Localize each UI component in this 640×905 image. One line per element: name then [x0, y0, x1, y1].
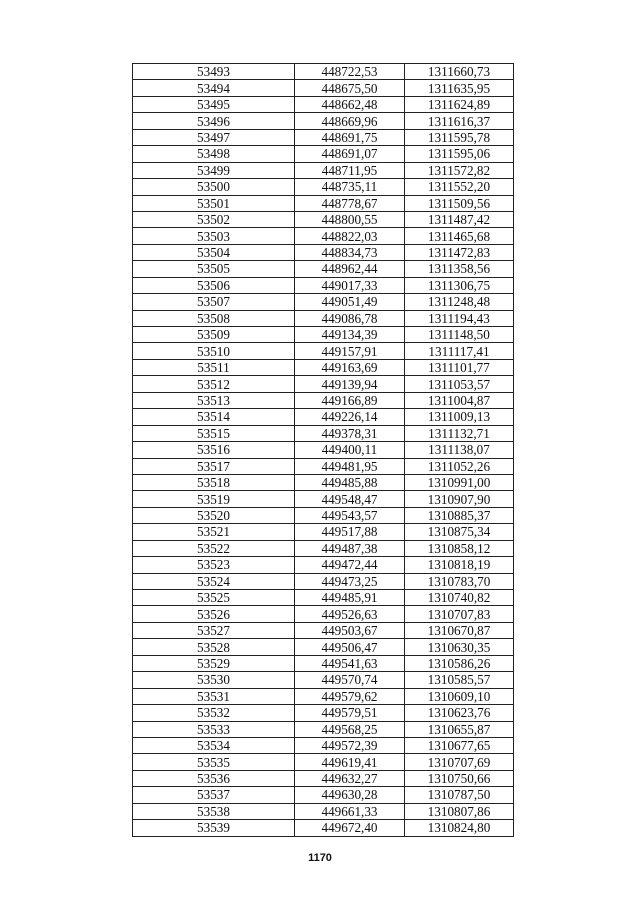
table-row: [133, 343, 514, 359]
table-row: [133, 672, 514, 688]
point-number-cell: 53512: [133, 376, 295, 392]
point-number-cell: 53502: [133, 211, 295, 227]
x-coordinate-cell: 449579,51: [295, 705, 405, 721]
y-coordinate-cell: 1311052,26: [405, 458, 514, 474]
x-coordinate-cell: 449487,38: [295, 540, 405, 556]
point-number-cell: 53526: [133, 606, 295, 622]
y-coordinate-cell: 1310824,80: [405, 820, 514, 836]
x-coordinate-cell: 449017,33: [295, 277, 405, 293]
x-coordinate-cell: 449568,25: [295, 721, 405, 737]
y-coordinate-cell: 1310858,12: [405, 540, 514, 556]
point-number-cell: 53529: [133, 655, 295, 671]
point-number-cell: 53530: [133, 672, 295, 688]
y-coordinate-cell: 1311194,43: [405, 310, 514, 326]
y-coordinate-cell: 1311004,87: [405, 392, 514, 408]
table-row: [133, 787, 514, 803]
x-coordinate-cell: 449632,27: [295, 770, 405, 786]
x-coordinate-cell: 449134,39: [295, 327, 405, 343]
x-coordinate-cell: 448662,48: [295, 96, 405, 112]
table-row: [133, 244, 514, 260]
y-coordinate-cell: 1310670,87: [405, 622, 514, 638]
x-coordinate-cell: 448691,75: [295, 129, 405, 145]
table-row: [133, 442, 514, 458]
x-coordinate-cell: 449541,63: [295, 655, 405, 671]
x-coordinate-cell: 448834,73: [295, 244, 405, 260]
y-coordinate-cell: 1311009,13: [405, 409, 514, 425]
point-number-cell: 53531: [133, 688, 295, 704]
point-number-cell: 53523: [133, 557, 295, 573]
table-row: [133, 327, 514, 343]
x-coordinate-cell: 448962,44: [295, 261, 405, 277]
point-number-cell: 53527: [133, 622, 295, 638]
table-row: [133, 754, 514, 770]
y-coordinate-cell: 1311595,78: [405, 129, 514, 145]
x-coordinate-cell: 449503,67: [295, 622, 405, 638]
table-row: [133, 474, 514, 490]
table-row: [133, 80, 514, 96]
x-coordinate-cell: 449619,41: [295, 754, 405, 770]
point-number-cell: 53524: [133, 573, 295, 589]
x-coordinate-cell: 449506,47: [295, 639, 405, 655]
y-coordinate-cell: 1310586,26: [405, 655, 514, 671]
x-coordinate-cell: 448669,96: [295, 113, 405, 129]
x-coordinate-cell: 449548,47: [295, 491, 405, 507]
x-coordinate-cell: 449472,44: [295, 557, 405, 573]
point-number-cell: 53497: [133, 129, 295, 145]
y-coordinate-cell: 1310885,37: [405, 507, 514, 523]
y-coordinate-cell: 1311248,48: [405, 294, 514, 310]
table-row: [133, 557, 514, 573]
y-coordinate-cell: 1310750,66: [405, 770, 514, 786]
table-row: [133, 277, 514, 293]
y-coordinate-cell: 1310783,70: [405, 573, 514, 589]
y-coordinate-cell: 1311358,56: [405, 261, 514, 277]
point-number-cell: 53534: [133, 737, 295, 753]
table-row: [133, 425, 514, 441]
y-coordinate-cell: 1310807,86: [405, 803, 514, 819]
point-number-cell: 53498: [133, 146, 295, 162]
point-number-cell: 53513: [133, 392, 295, 408]
y-coordinate-cell: 1311635,95: [405, 80, 514, 96]
y-coordinate-cell: 1311465,68: [405, 228, 514, 244]
x-coordinate-cell: 449630,28: [295, 787, 405, 803]
x-coordinate-cell: 448735,11: [295, 179, 405, 195]
point-number-cell: 53537: [133, 787, 295, 803]
y-coordinate-cell: 1311616,37: [405, 113, 514, 129]
y-coordinate-cell: 1310707,69: [405, 754, 514, 770]
table-row: [133, 228, 514, 244]
x-coordinate-cell: 448711,95: [295, 162, 405, 178]
y-coordinate-cell: 1310875,34: [405, 524, 514, 540]
x-coordinate-cell: 448675,50: [295, 80, 405, 96]
point-number-cell: 53510: [133, 343, 295, 359]
y-coordinate-cell: 1310907,90: [405, 491, 514, 507]
table-row: [133, 458, 514, 474]
x-coordinate-cell: 449672,40: [295, 820, 405, 836]
x-coordinate-cell: 449526,63: [295, 606, 405, 622]
y-coordinate-cell: 1311487,42: [405, 211, 514, 227]
point-number-cell: 53515: [133, 425, 295, 441]
point-number-cell: 53501: [133, 195, 295, 211]
table-row: [133, 113, 514, 129]
y-coordinate-cell: 1310991,00: [405, 474, 514, 490]
point-number-cell: 53511: [133, 359, 295, 375]
y-coordinate-cell: 1311660,73: [405, 64, 514, 80]
y-coordinate-cell: 1310609,10: [405, 688, 514, 704]
y-coordinate-cell: 1311472,83: [405, 244, 514, 260]
table-row: [133, 491, 514, 507]
x-coordinate-cell: 449400,11: [295, 442, 405, 458]
table-row: [133, 590, 514, 606]
point-number-cell: 53500: [133, 179, 295, 195]
table-row: [133, 179, 514, 195]
point-number-cell: 53536: [133, 770, 295, 786]
point-number-cell: 53507: [133, 294, 295, 310]
table-row: [133, 310, 514, 326]
y-coordinate-cell: 1311117,41: [405, 343, 514, 359]
y-coordinate-cell: 1310787,50: [405, 787, 514, 803]
x-coordinate-cell: 448722,53: [295, 64, 405, 80]
point-number-cell: 53499: [133, 162, 295, 178]
point-number-cell: 53516: [133, 442, 295, 458]
x-coordinate-cell: 449163,69: [295, 359, 405, 375]
table-row: [133, 705, 514, 721]
x-coordinate-cell: 449086,78: [295, 310, 405, 326]
point-number-cell: 53506: [133, 277, 295, 293]
x-coordinate-cell: 449473,25: [295, 573, 405, 589]
y-coordinate-cell: 1310585,57: [405, 672, 514, 688]
y-coordinate-cell: 1310818,19: [405, 557, 514, 573]
table-row: [133, 146, 514, 162]
table-row: [133, 622, 514, 638]
point-number-cell: 53504: [133, 244, 295, 260]
point-number-cell: 53521: [133, 524, 295, 540]
x-coordinate-cell: 449485,91: [295, 590, 405, 606]
y-coordinate-cell: 1310677,65: [405, 737, 514, 753]
y-coordinate-cell: 1311101,77: [405, 359, 514, 375]
x-coordinate-cell: 448822,03: [295, 228, 405, 244]
table-row: [133, 129, 514, 145]
table-row: [133, 294, 514, 310]
y-coordinate-cell: 1311132,71: [405, 425, 514, 441]
table-row: [133, 524, 514, 540]
point-number-cell: 53505: [133, 261, 295, 277]
y-coordinate-cell: 1310655,87: [405, 721, 514, 737]
x-coordinate-cell: 449517,88: [295, 524, 405, 540]
point-number-cell: 53493: [133, 64, 295, 80]
table-row: [133, 655, 514, 671]
y-coordinate-cell: 1310630,35: [405, 639, 514, 655]
table-row: [133, 688, 514, 704]
x-coordinate-cell: 448800,55: [295, 211, 405, 227]
x-coordinate-cell: 449570,74: [295, 672, 405, 688]
point-number-cell: 53539: [133, 820, 295, 836]
coordinate-table: [132, 63, 514, 837]
table-row: [133, 261, 514, 277]
table-row: [133, 195, 514, 211]
table-row: [133, 721, 514, 737]
y-coordinate-cell: 1311595,06: [405, 146, 514, 162]
table-row: [133, 573, 514, 589]
table-row: [133, 64, 514, 80]
table-row: [133, 359, 514, 375]
x-coordinate-cell: 449481,95: [295, 458, 405, 474]
point-number-cell: 53519: [133, 491, 295, 507]
y-coordinate-cell: 1311624,89: [405, 96, 514, 112]
table-row: [133, 770, 514, 786]
table-row: [133, 211, 514, 227]
y-coordinate-cell: 1310740,82: [405, 590, 514, 606]
y-coordinate-cell: 1311306,75: [405, 277, 514, 293]
table-row: [133, 540, 514, 556]
y-coordinate-cell: 1310623,76: [405, 705, 514, 721]
x-coordinate-cell: 449139,94: [295, 376, 405, 392]
point-number-cell: 53494: [133, 80, 295, 96]
table-row: [133, 376, 514, 392]
page-number: 1170: [308, 852, 332, 864]
point-number-cell: 53520: [133, 507, 295, 523]
point-number-cell: 53535: [133, 754, 295, 770]
table-row: [133, 507, 514, 523]
table-row: [133, 639, 514, 655]
point-number-cell: 53517: [133, 458, 295, 474]
x-coordinate-cell: 449051,49: [295, 294, 405, 310]
y-coordinate-cell: 1311572,82: [405, 162, 514, 178]
point-number-cell: 53509: [133, 327, 295, 343]
y-coordinate-cell: 1311138,07: [405, 442, 514, 458]
x-coordinate-cell: 449579,62: [295, 688, 405, 704]
x-coordinate-cell: 448691,07: [295, 146, 405, 162]
table-row: [133, 162, 514, 178]
point-number-cell: 53528: [133, 639, 295, 655]
point-number-cell: 53496: [133, 113, 295, 129]
y-coordinate-cell: 1311509,56: [405, 195, 514, 211]
table-body: [133, 64, 514, 837]
x-coordinate-cell: 449661,33: [295, 803, 405, 819]
x-coordinate-cell: 449485,88: [295, 474, 405, 490]
point-number-cell: 53538: [133, 803, 295, 819]
table-row: [133, 96, 514, 112]
table-row: [133, 803, 514, 819]
point-number-cell: 53503: [133, 228, 295, 244]
table-row: [133, 820, 514, 836]
table-row: [133, 737, 514, 753]
point-number-cell: 53525: [133, 590, 295, 606]
y-coordinate-cell: 1311552,20: [405, 179, 514, 195]
point-number-cell: 53522: [133, 540, 295, 556]
point-number-cell: 53508: [133, 310, 295, 326]
x-coordinate-cell: 449226,14: [295, 409, 405, 425]
point-number-cell: 53533: [133, 721, 295, 737]
point-number-cell: 53495: [133, 96, 295, 112]
y-coordinate-cell: 1311148,50: [405, 327, 514, 343]
y-coordinate-cell: 1310707,83: [405, 606, 514, 622]
table-row: [133, 392, 514, 408]
table-row: [133, 409, 514, 425]
y-coordinate-cell: 1311053,57: [405, 376, 514, 392]
x-coordinate-cell: 449166,89: [295, 392, 405, 408]
x-coordinate-cell: 449572,39: [295, 737, 405, 753]
x-coordinate-cell: 449157,91: [295, 343, 405, 359]
point-number-cell: 53514: [133, 409, 295, 425]
x-coordinate-cell: 448778,67: [295, 195, 405, 211]
table-row: [133, 606, 514, 622]
point-number-cell: 53532: [133, 705, 295, 721]
point-number-cell: 53518: [133, 474, 295, 490]
x-coordinate-cell: 449543,57: [295, 507, 405, 523]
x-coordinate-cell: 449378,31: [295, 425, 405, 441]
